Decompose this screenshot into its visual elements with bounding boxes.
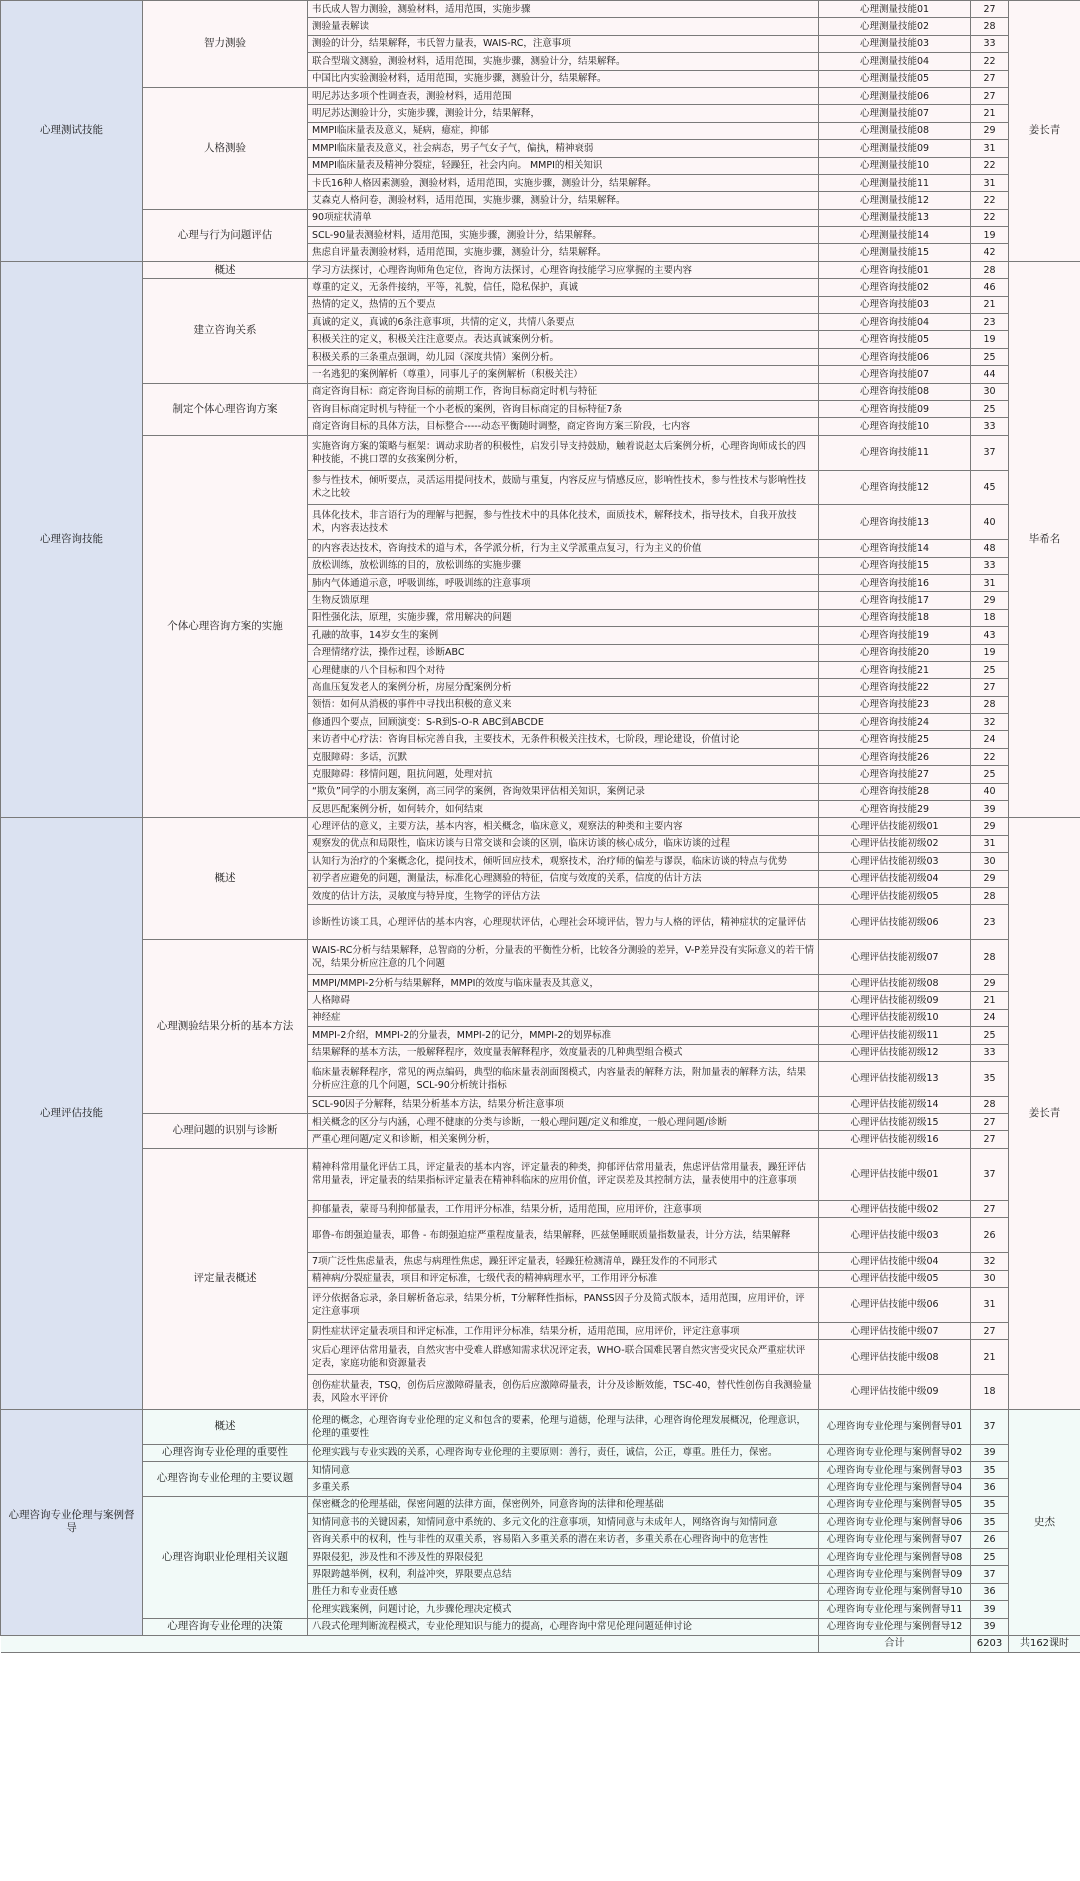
lesson-hours: 31 [971,574,1009,591]
lesson-hours: 33 [971,35,1009,52]
lesson-content: 来访者中心疗法：咨询目标完善自我，主要技术，无条件积极关注技术，七阶段，理论建设，价值讨论 [308,731,819,748]
lesson-code: 心理评估技能中级08 [819,1340,971,1375]
lesson-content: 认知行为治疗的个案概念化，提问技术，倾听回应技术，观察技术，治疗师的偏差与谬误，临床访谈的特点与优势 [308,853,819,870]
lesson-content: MMPI/MMPI-2分析与结果解释，MMPI的效度与临床量表及其意义， [308,974,819,991]
lesson-hours: 27 [971,70,1009,87]
table-body [1,1,1080,1653]
section-name: 心理与行为问题评估 [143,209,308,261]
lesson-hours: 46 [971,279,1009,296]
section-name: 概述 [143,261,308,278]
lesson-hours: 28 [971,887,1009,904]
lesson-code: 心理咨询技能03 [819,296,971,313]
lesson-code: 心理评估技能中级06 [819,1288,971,1323]
table-row [1,209,1080,226]
lesson-hours: 25 [971,348,1009,365]
lesson-code: 心理咨询专业伦理与案例督导01 [819,1409,971,1444]
table-row [1,818,1080,835]
lesson-code: 心理咨询技能09 [819,400,971,417]
lesson-code: 心理测量技能15 [819,244,971,261]
lesson-hours: 39 [971,801,1009,818]
lesson-content: MMPI临床量表及意义，疑病，癔症，抑郁 [308,122,819,139]
lesson-content: 反思匹配案例分析，如何转介，如何结束 [308,801,819,818]
lesson-content: 精神病/分裂症量表，项目和评定标准，七级代表的精神病理水平，工作用评分标准 [308,1270,819,1287]
lesson-code: 心理评估技能中级07 [819,1322,971,1339]
lesson-hours: 27 [971,87,1009,104]
table-row [1,1462,1080,1479]
lesson-code: 心理评估技能中级04 [819,1253,971,1270]
lesson-code: 心理测量技能02 [819,18,971,35]
lesson-hours: 21 [971,105,1009,122]
lesson-code: 心理咨询技能14 [819,540,971,557]
lesson-code: 心理咨询技能02 [819,279,971,296]
lesson-code: 心理评估技能初级15 [819,1114,971,1131]
lesson-content: 一名逃犯的案例解析（尊重），同事儿子的案例解析（积极关注） [308,366,819,383]
table-row [1,940,1080,975]
table-row [1,1444,1080,1461]
lesson-content: 真诚的定义，真诚的6条注意事项，共情的定义，共情八条要点 [308,314,819,331]
section-name: 心理咨询专业伦理的主要议题 [143,1462,308,1497]
lesson-content: 参与性技术，倾听要点，灵活运用提问技术，鼓励与重复，内容反应与情感反应，影响性技术，参与性技术与影响性技术之比较 [308,470,819,505]
table-row [1,1114,1080,1131]
lesson-code: 心理测量技能01 [819,1,971,18]
lesson-code: 心理咨询技能27 [819,766,971,783]
lesson-hours: 25 [971,400,1009,417]
lesson-hours: 36 [971,1479,1009,1496]
lesson-hours: 31 [971,835,1009,852]
lesson-code: 心理咨询技能13 [819,505,971,540]
lesson-content: 神经症 [308,1009,819,1026]
lesson-content: 结果解释的基本方法，一般解释程序，效度量表解释程序，效度量表的几种典型组合模式 [308,1044,819,1061]
lesson-code: 心理咨询技能12 [819,470,971,505]
lesson-hours: 28 [971,18,1009,35]
lesson-hours: 22 [971,192,1009,209]
lesson-code: 心理测量技能06 [819,87,971,104]
lesson-hours: 35 [971,1061,1009,1096]
lesson-hours: 32 [971,714,1009,731]
lesson-content: 放松训练，放松训练的目的，放松训练的实施步骤 [308,557,819,574]
lesson-content: 耶鲁-布朗强迫量表，耶鲁 - 布朗强迫症严重程度量表，结果解释，匹兹堡睡眠质量指数量表，计分方法，结果解释 [308,1218,819,1253]
lesson-content: 知情同意 [308,1462,819,1479]
lesson-content: MMPI-2介绍，MMPI-2的分量表，MMPI-2的记分，MMPI-2的划界标准 [308,1027,819,1044]
lesson-content: 八段式伦理判断流程模式，专业伦理知识与能力的提高，心理咨询中常见伦理问题延伸讨论 [308,1618,819,1635]
table-row [1,383,1080,400]
lesson-hours: 45 [971,470,1009,505]
lesson-content: WAIS-RC分析与结果解释，总智商的分析，分量表的平衡性分析，比较各分测验的差异，V-P差异没有实际意义的若干情况，结果分析应注意的几个问题 [308,940,819,975]
lesson-code: 心理咨询专业伦理与案例督导05 [819,1496,971,1513]
lesson-content: 焦虑自评量表测验材料，适用范围，实施步骤，测验计分，结果解释。 [308,244,819,261]
lesson-hours: 31 [971,140,1009,157]
lesson-code: 心理评估技能初级04 [819,870,971,887]
lesson-hours: 25 [971,1548,1009,1565]
lesson-code: 心理咨询专业伦理与案例督导09 [819,1566,971,1583]
table-row [1,279,1080,296]
lesson-hours: 29 [971,818,1009,835]
lesson-code: 心理测量技能10 [819,157,971,174]
lesson-hours: 19 [971,331,1009,348]
lesson-content: 灾后心理评估常用量表，自然灾害中受难人群感知需求状况评定表，WHO-联合国难民署自然灾害受灾民众严重症状评定表，家庭功能和资源量表 [308,1340,819,1375]
module-name: 心理评估技能 [1,818,143,1409]
lesson-content: 测验量表解读 [308,18,819,35]
lesson-content: 胜任力和专业责任感 [308,1583,819,1600]
lesson-content: 韦氏成人智力测验，测验材料，适用范围，实施步骤 [308,1,819,18]
lesson-code: 心理评估技能初级03 [819,853,971,870]
section-name: 制定个体心理咨询方案 [143,383,308,435]
lesson-hours: 22 [971,748,1009,765]
lesson-content: 克服障碍：移情问题，阻抗问题，处理对抗 [308,766,819,783]
lesson-code: 心理评估技能中级09 [819,1375,971,1410]
lesson-hours: 27 [971,1201,1009,1218]
lesson-code: 心理测量技能13 [819,209,971,226]
lesson-code: 心理咨询技能04 [819,314,971,331]
lesson-code: 心理评估技能初级05 [819,887,971,904]
section-name: 智力测验 [143,1,308,88]
section-name: 心理测验结果分析的基本方法 [143,940,308,1114]
lesson-content: 临床量表解释程序，常见的两点编码，典型的临床量表剖面图模式，内容量表的解释方法，附加量表的解释方法，结果分析应注意的几个问题，SCL-90分析统计指标 [308,1061,819,1096]
lesson-hours: 32 [971,1253,1009,1270]
lesson-content: 克服障碍：多话，沉默 [308,748,819,765]
lesson-code: 心理评估技能初级14 [819,1096,971,1113]
lesson-hours: 33 [971,1044,1009,1061]
lesson-hours: 18 [971,609,1009,626]
lesson-content: 保密概念的伦理基础，保密问题的法律方面，保密例外，同意咨询的法律和伦理基础 [308,1496,819,1513]
section-name: 概述 [143,818,308,940]
lesson-code: 心理咨询技能11 [819,435,971,470]
lesson-code: 心理测量技能11 [819,174,971,191]
lesson-code: 心理咨询专业伦理与案例督导10 [819,1583,971,1600]
table-row [1,1409,1080,1444]
lesson-hours: 40 [971,783,1009,800]
lesson-code: 心理测量技能07 [819,105,971,122]
lesson-hours: 29 [971,974,1009,991]
lesson-code: 心理评估技能中级03 [819,1218,971,1253]
section-name: 个体心理咨询方案的实施 [143,435,308,818]
lesson-hours: 37 [971,1409,1009,1444]
lesson-hours: 30 [971,853,1009,870]
lesson-content: 心理评估的意义，主要方法，基本内容，相关概念，临床意义，观察法的种类和主要内容 [308,818,819,835]
total-blank-cell [308,1635,819,1652]
lesson-code: 心理咨询技能06 [819,348,971,365]
lesson-code: 心理评估技能初级16 [819,1131,971,1148]
lesson-content: 孔融的故事，14岁女生的案例 [308,627,819,644]
lesson-hours: 27 [971,1131,1009,1148]
lesson-hours: 33 [971,418,1009,435]
lesson-content: 相关概念的区分与内涵，心理不健康的分类与诊断，一般心理问题/定义和维度，一般心理问题/诊断 [308,1114,819,1131]
lesson-content: 严重心理问题/定义和诊断，相关案例分析， [308,1131,819,1148]
module-name: 心理测试技能 [1,1,143,262]
lesson-code: 心理咨询技能19 [819,627,971,644]
lesson-code: 心理咨询技能10 [819,418,971,435]
lesson-code: 心理评估技能初级12 [819,1044,971,1061]
lesson-code: 心理咨询技能24 [819,714,971,731]
lesson-hours: 25 [971,1027,1009,1044]
module-teacher: 史杰 [1009,1409,1080,1635]
lesson-hours: 24 [971,1009,1009,1026]
lesson-code: 心理测量技能12 [819,192,971,209]
lesson-hours: 33 [971,557,1009,574]
lesson-hours: 27 [971,1322,1009,1339]
lesson-content: 卡氏16种人格因素测验，测验材料，适用范围，实施步骤，测验计分，结果解释。 [308,174,819,191]
lesson-hours: 37 [971,435,1009,470]
lesson-hours: 26 [971,1531,1009,1548]
lesson-hours: 29 [971,870,1009,887]
lesson-code: 心理评估技能初级09 [819,992,971,1009]
lesson-content: SCL-90因子分解释，结果分析基本方法，结果分析注意事项 [308,1096,819,1113]
lesson-code: 心理咨询技能18 [819,609,971,626]
lesson-hours: 35 [971,1462,1009,1479]
lesson-content: 多重关系 [308,1479,819,1496]
module-teacher: 姜长青 [1009,818,1080,1409]
lesson-hours: 22 [971,209,1009,226]
section-name: 心理咨询专业伦理的决策 [143,1618,308,1635]
lesson-code: 心理咨询技能26 [819,748,971,765]
lesson-hours: 42 [971,244,1009,261]
lesson-content: 中国比内实验测验材料，适用范围，实施步骤，测验计分，结果解释。 [308,70,819,87]
lesson-hours: 28 [971,696,1009,713]
lesson-content: 效度的估计方法，灵敏度与特异度，生物学的评估方法 [308,887,819,904]
lesson-content: 阳性强化法，原理，实施步骤，常用解决的问题 [308,609,819,626]
lesson-content: 艾森克人格问卷，测验材料，适用范围，实施步骤，测验计分，结果解释。 [308,192,819,209]
lesson-code: 心理咨询专业伦理与案例督导02 [819,1444,971,1461]
lesson-content: 伦理实践案例，问题讨论，九步骤伦理决定模式 [308,1601,819,1618]
lesson-content: 肺内气体通道示意，呼吸训练，呼吸训练的注意事项 [308,574,819,591]
lesson-code: 心理评估技能中级01 [819,1148,971,1200]
lesson-content: 伦理实践与专业实践的关系，心理咨询专业伦理的主要原则：善行，责任，诚信，公正，尊重。胜任力，保密。 [308,1444,819,1461]
lesson-hours: 39 [971,1601,1009,1618]
lesson-code: 心理评估技能中级05 [819,1270,971,1287]
lesson-code: 心理评估技能中级02 [819,1201,971,1218]
lesson-code: 心理评估技能初级02 [819,835,971,852]
lesson-content: 90项症状清单 [308,209,819,226]
lesson-content: 诊断性访谈工具，心理评估的基本内容，心理现状评估，心理社会环境评估，智力与人格的评估，精神症状的定量评估 [308,905,819,940]
lesson-hours: 30 [971,383,1009,400]
lesson-code: 心理测量技能05 [819,70,971,87]
lesson-content: 商定咨询目标：商定咨询目标的前期工作，咨询目标商定时机与特征 [308,383,819,400]
lesson-code: 心理咨询专业伦理与案例督导11 [819,1601,971,1618]
lesson-content: 领悟：如何从消极的事件中寻找出积极的意义来 [308,696,819,713]
lesson-content: SCL-90量表测验材料，适用范围，实施步骤，测验计分，结果解释。 [308,227,819,244]
lesson-code: 心理测量技能08 [819,122,971,139]
lesson-hours: 31 [971,174,1009,191]
lesson-content: 的内容表达技术，咨询技术的道与术，各学派分析，行为主义学派重点复习，行为主义的价值 [308,540,819,557]
lesson-code: 心理评估技能初级08 [819,974,971,991]
lesson-hours: 35 [971,1496,1009,1513]
lesson-content: 精神科常用量化评估工具，评定量表的基本内容，评定量表的种类，抑郁评估常用量表，焦虑评估常用量表，躁狂评估常用量表，评定量表的结果指标评定量表在精神科临床的应用价值，评定误差及其控制方法，量表使用中的注意事项 [308,1148,819,1200]
lesson-code: 心理咨询技能28 [819,783,971,800]
lesson-code: 心理评估技能初级13 [819,1061,971,1096]
table-row [1,435,1080,470]
lesson-code: 心理咨询专业伦理与案例督导06 [819,1514,971,1531]
section-name: 心理咨询职业伦理相关议题 [143,1496,308,1618]
total-hours: 6203 [971,1635,1009,1652]
lesson-hours: 23 [971,905,1009,940]
module-name: 心理咨询技能 [1,261,143,818]
lesson-content: 界限侵犯，涉及性和不涉及性的界限侵犯 [308,1548,819,1565]
lesson-hours: 21 [971,296,1009,313]
lesson-content: 初学者应避免的问题，测量法，标准化心理测验的特征，信度与效度的关系，信度的估计方法 [308,870,819,887]
lesson-content: 高血压复发老人的案例分析，房屋分配案例分析 [308,679,819,696]
lesson-content: 7项广泛性焦虑量表，焦虑与病理性焦虑，躁狂评定量表，轻躁狂检测清单，躁狂发作的不同形式 [308,1253,819,1270]
lesson-content: 具体化技术，非言语行为的理解与把握，参与性技术中的具体化技术，面质技术，解释技术，指导技术，自我开放技术，内容表达技术 [308,505,819,540]
lesson-code: 心理咨询专业伦理与案例督导07 [819,1531,971,1548]
lesson-code: 心理测量技能09 [819,140,971,157]
lesson-content: 知情同意书的关键因素，知情同意中系统的、多元文化的注意事项，知情同意与未成年人，网络咨询与知情同意 [308,1514,819,1531]
total-row [1,1635,1080,1652]
lesson-code: 心理测量技能14 [819,227,971,244]
lesson-code: 心理咨询技能15 [819,557,971,574]
lesson-hours: 29 [971,122,1009,139]
total-blank-cell [1,1635,308,1652]
lesson-hours: 44 [971,366,1009,383]
lesson-code: 心理测量技能04 [819,53,971,70]
table-row [1,1,1080,18]
lesson-hours: 29 [971,592,1009,609]
lesson-content: 合理情绪疗法，操作过程，诊断ABC [308,644,819,661]
lesson-content: 人格障碍 [308,992,819,1009]
lesson-hours: 19 [971,644,1009,661]
lesson-code: 心理咨询技能07 [819,366,971,383]
lesson-hours: 48 [971,540,1009,557]
lesson-code: 心理评估技能初级10 [819,1009,971,1026]
section-name: 评定量表概述 [143,1148,308,1409]
lesson-hours: 28 [971,1096,1009,1113]
lesson-code: 心理评估技能初级06 [819,905,971,940]
lesson-hours: 37 [971,1148,1009,1200]
lesson-hours: 36 [971,1583,1009,1600]
lesson-hours: 19 [971,227,1009,244]
lesson-hours: 40 [971,505,1009,540]
lesson-hours: 26 [971,1218,1009,1253]
module-teacher: 毕希名 [1009,261,1080,818]
lesson-code: 心理咨询技能20 [819,644,971,661]
lesson-content: 积极关注的定义，积极关注注意要点。表达真诚案例分析。 [308,331,819,348]
lesson-code: 心理咨询技能08 [819,383,971,400]
lesson-content: 热情的定义，热情的五个要点 [308,296,819,313]
lesson-hours: 39 [971,1618,1009,1635]
lesson-content: 商定咨询目标的具体方法，目标整合-----动态平衡随时调整，商定咨询方案三阶段，七内容 [308,418,819,435]
table-row [1,1618,1080,1635]
lesson-code: 心理评估技能初级11 [819,1027,971,1044]
lesson-hours: 39 [971,1444,1009,1461]
lesson-content: 尊重的定义，无条件接纳，平等，礼貌，信任，隐私保护，真诚 [308,279,819,296]
lesson-content: 学习方法探讨，心理咨询师角色定位，咨询方法探讨，心理咨询技能学习应掌握的主要内容 [308,261,819,278]
lesson-code: 心理评估技能初级01 [819,818,971,835]
lesson-content: MMPI临床量表及意义，社会病态，男子气女子气，偏执，精神衰弱 [308,140,819,157]
lesson-code: 心理测量技能03 [819,35,971,52]
lesson-code: 心理咨询技能01 [819,261,971,278]
lesson-code: 心理咨询技能29 [819,801,971,818]
lesson-hours: 35 [971,1514,1009,1531]
lesson-hours: 21 [971,992,1009,1009]
lesson-hours: 27 [971,679,1009,696]
lesson-hours: 43 [971,627,1009,644]
lesson-content: 观察发的优点和局限性，临床访谈与日常交谈和会谈的区别，临床访谈的核心成分，临床访谈的过程 [308,835,819,852]
total-label: 合计 [819,1635,971,1652]
lesson-content: “欺负”同学的小朋友案例，高三同学的案例，咨询效果评估相关知识，案例记录 [308,783,819,800]
lesson-code: 心理咨询专业伦理与案例督导04 [819,1479,971,1496]
module-name: 心理咨询专业伦理与案例督导 [1,1409,143,1635]
lesson-content: 联合型瑞文测验，测验材料，适用范围，实施步骤，测验计分，结果解释。 [308,53,819,70]
lesson-hours: 25 [971,766,1009,783]
lesson-hours: 30 [971,1270,1009,1287]
lesson-code: 心理咨询技能22 [819,679,971,696]
lesson-code: 心理咨询专业伦理与案例督导12 [819,1618,971,1635]
lesson-content: 明尼苏达测验计分，实施步骤，测验计分，结果解释， [308,105,819,122]
lesson-code: 心理咨询技能05 [819,331,971,348]
table-row [1,1496,1080,1513]
lesson-content: MMPI临床量表及精神分裂症，轻躁狂，社会内向。 MMPI的相关知识 [308,157,819,174]
lesson-code: 心理咨询技能25 [819,731,971,748]
section-name: 心理问题的识别与诊断 [143,1114,308,1149]
lesson-hours: 24 [971,731,1009,748]
lesson-hours: 22 [971,53,1009,70]
section-name: 建立咨询关系 [143,279,308,383]
lesson-hours: 27 [971,1,1009,18]
lesson-hours: 37 [971,1566,1009,1583]
lesson-code: 心理咨询技能21 [819,661,971,678]
lesson-hours: 25 [971,661,1009,678]
lesson-content: 积极关系的三条重点强调，幼儿园（深度共情）案例分析。 [308,348,819,365]
lesson-code: 心理咨询技能17 [819,592,971,609]
lesson-code: 心理评估技能初级07 [819,940,971,975]
lesson-content: 评分依据备忘录，条目解析备忘录，结果分析，T分解释性指标，PANSS因子分及简式版本，适用范围，应用评价，评定注意事项 [308,1288,819,1323]
lesson-hours: 28 [971,261,1009,278]
lesson-content: 心理健康的八个目标和四个对待 [308,661,819,678]
lesson-hours: 18 [971,1375,1009,1410]
lesson-hours: 27 [971,1114,1009,1131]
section-name: 心理咨询专业伦理的重要性 [143,1444,308,1461]
table-row [1,1148,1080,1200]
lesson-code: 心理咨询技能23 [819,696,971,713]
lesson-code: 心理咨询专业伦理与案例督导08 [819,1548,971,1565]
lesson-content: 创伤症状量表，TSQ，创伤后应激障碍量表，创伤后应激障碍量表，计分及诊断效能，TSC-40，替代性创伤自我测验量表，风险水平评价 [308,1375,819,1410]
lesson-content: 阴性症状评定量表项目和评定标准，工作用评分标准，结果分析，适用范围，应用评价，评定注意事项 [308,1322,819,1339]
table-row [1,87,1080,104]
module-teacher: 姜长青 [1009,1,1080,262]
lesson-content: 实施咨询方案的策略与框架：调动求助者的积极性，启发引导支持鼓励，触着说赵太后案例分析，心理咨询师成长的四种技能，不挑口罩的女孩案例分析， [308,435,819,470]
section-name: 概述 [143,1409,308,1444]
lesson-content: 修通四个要点，回顾演变：S-R到S-O-R ABC到ABCDE [308,714,819,731]
lesson-code: 心理咨询技能16 [819,574,971,591]
table-row [1,261,1080,278]
lesson-hours: 23 [971,314,1009,331]
lesson-code: 心理咨询专业伦理与案例督导03 [819,1462,971,1479]
lesson-hours: 21 [971,1340,1009,1375]
lesson-hours: 28 [971,940,1009,975]
lesson-content: 伦理的概念，心理咨询专业伦理的定义和包含的要素，伦理与道德，伦理与法律，心理咨询伦理发展概况，伦理意识，伦理的重要性 [308,1409,819,1444]
lesson-content: 测验的计分，结果解释，韦氏智力量表，WAIS-RC，注意事项 [308,35,819,52]
lesson-content: 抑郁量表，蒙哥马利抑郁量表，工作用评分标准，结果分析，适用范围，应用评价，注意事项 [308,1201,819,1218]
lesson-content: 界限跨越举例，权利，利益冲突，界限要点总结 [308,1566,819,1583]
lesson-content: 咨询关系中的权利，性与非性的双重关系，容易陷入多重关系的潜在来访者，多重关系在心理咨询中的危害性 [308,1531,819,1548]
lesson-hours: 22 [971,157,1009,174]
lesson-content: 明尼苏达多项个性调查表，测验材料，适用范围 [308,87,819,104]
lesson-content: 咨询目标商定时机与特征一个小老板的案例，咨询目标商定的目标特征7条 [308,400,819,417]
lesson-hours: 31 [971,1288,1009,1323]
total-periods: 共162课时 [1009,1635,1080,1652]
section-name: 人格测验 [143,87,308,209]
lesson-content: 生物反馈原理 [308,592,819,609]
